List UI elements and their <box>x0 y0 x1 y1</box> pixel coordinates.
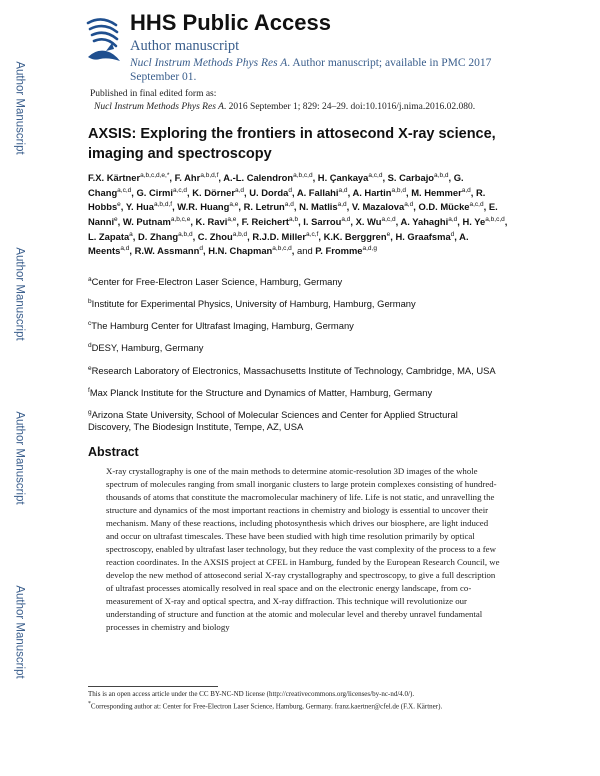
author-name: A. Fallahi$^{a,d}$ <box>296 186 348 198</box>
author-affiliation-marks: e <box>114 215 118 223</box>
affiliation-item: $^e$Research Laboratory of Electronics, Massachusetts Institute of Technology, Cambridge, MA, USA <box>88 364 496 376</box>
footnote-divider <box>88 686 218 687</box>
author-name: O.D. Mücke$^{a,c,d}$ <box>418 201 484 213</box>
author-name: W.R. Huang$^{a,e}$ <box>177 201 239 213</box>
author-manuscript-sidebar <box>0 0 40 776</box>
author-affiliation-marks: a,c,d <box>117 186 132 194</box>
author-name: A. Yahaghi$^{a,d}$ <box>400 215 458 227</box>
author-affiliation-marks: d <box>288 186 292 194</box>
author-affiliation-marks: a,b,d <box>178 230 193 238</box>
manuscript-type: Author manuscript <box>130 38 240 54</box>
author-name: E. Nanni$^e$ <box>88 201 498 227</box>
sidebar-label: Author Manuscript <box>14 411 27 505</box>
author-name: F. Ahr$^{a,b,d,f}$ <box>174 172 219 184</box>
journal-availability: Nucl Instrum Methods Phys Res A. Author manuscript; available in PMC 2017 September 01. <box>130 57 492 83</box>
affiliation-item: $^c$The Hamburg Center for Ultrafast Imaging, Hamburg, Germany <box>88 320 354 332</box>
author-name: H. Ye$^{a,b,c,d}$ <box>462 215 505 227</box>
author-name: K.K. Berggren$^e$ <box>323 230 391 242</box>
author-name: H.N. Chapman$^{a,b,c,d}$ <box>208 245 292 257</box>
author-affiliation-marks: a,b,c,d <box>272 245 292 253</box>
hhs-header <box>82 10 542 85</box>
author-affiliation-marks: a <box>129 230 133 238</box>
author-affiliation-marks: d <box>450 230 455 238</box>
author-name: D. Zhang$^{a,b,d}$ <box>138 230 193 242</box>
affiliation-item: $^b$Institute for Experimental Physics, University of Hamburg, Hamburg, Germany <box>88 298 416 310</box>
author-name: R. Hobbs$^e$ <box>88 186 486 213</box>
corresponding-footnote: *Corresponding author at: Center for Free-Electron Laser Science, Hamburg, Germany. franz.kaertner@cfel.de (F.X. Kärtner). <box>88 701 443 711</box>
author-name: A. Meents$^{a,d}$ <box>88 230 469 257</box>
publication-info <box>90 88 550 114</box>
author-affiliation-marks: e <box>386 230 391 238</box>
sidebar-label: Author Manuscript <box>14 585 27 679</box>
author-name: M. Hemmer$^{a,d}$ <box>411 186 471 198</box>
author-affiliation-marks: a,c,d <box>381 215 396 223</box>
author-affiliation-marks: a,c,d <box>172 186 188 194</box>
author-name: H. Graafsma$^d$ <box>395 230 455 242</box>
author-affiliation-marks: a,e <box>229 201 239 209</box>
author-affiliation-marks: a,d <box>338 186 348 194</box>
abstract-heading: Abstract <box>88 445 139 459</box>
license-footnote: This is an open access article under the CC BY-NC-ND license (http://creativecommons.org/licenses/by-nc-nd/4.0/). <box>88 690 415 698</box>
author-name: R. Letrun$^{a,d}$ <box>243 201 294 213</box>
article-title: AXSIS: Exploring the frontiers in attosecond X-ray science, imaging and spectroscopy <box>88 126 496 162</box>
author-affiliation-marks: a,c,d <box>368 172 383 179</box>
author-name: R.W. Assmann$^d$ <box>134 245 203 257</box>
sidebar-label: Author Manuscript <box>14 61 27 155</box>
author-affiliation-marks: e <box>117 201 121 209</box>
author-name: H. Çankaya$^{a,c,d}$ <box>317 172 383 184</box>
author-affiliation-marks: a,d <box>234 186 245 194</box>
author-name: K. Ravi$^{a,e}$ <box>195 215 237 227</box>
affiliation-item: $^f$Max Planck Institute for the Structure and Dynamics of Matter, Hamburg, Germany <box>88 386 433 398</box>
author-name: G. Chang$^{a,c,d}$ <box>88 172 464 198</box>
affiliation-item: $^a$Center for Free-Electron Laser Science, Hamburg, Germany <box>88 276 343 288</box>
author-affiliation-marks: a,d <box>341 215 351 223</box>
author-name: A. Hartin$^{a,b,d}$ <box>352 186 406 198</box>
author-affiliation-marks: a,d,g <box>362 245 377 253</box>
author-affiliation-marks: a,e <box>227 215 237 223</box>
author-affiliation-marks: a,b,c,d <box>485 215 505 223</box>
author-name: C. Zhou$^{a,b,d}$ <box>197 230 248 242</box>
author-affiliation-marks: a,d <box>337 201 347 209</box>
sidebar-label: Author Manuscript <box>14 247 27 341</box>
affiliation-item: $^d$DESY, Hamburg, Germany <box>88 342 204 354</box>
author-affiliation-marks: a,d <box>448 215 458 223</box>
author-name: Y. Hua$^{a,b,d,f}$ <box>125 201 173 213</box>
author-affiliation-marks: a,b <box>289 215 299 223</box>
author-name: S. Carbajo$^{a,b,d}$ <box>387 172 449 184</box>
affiliation-item: $^g$Arizona State University, School of Molecular Sciences and Center for Applied Structural Discovery, The Biodesign Institute, Tempe, AZ, USA <box>88 408 458 433</box>
author-name: A.-L. Calendron$^{a,b,c,d}$ <box>223 172 313 184</box>
author-name: I. Sarrou$^{a,d}$ <box>303 215 351 227</box>
author-affiliation-marks: a,c,d <box>469 201 484 209</box>
abstract-text: X-ray crystallography is one of the main methods to determine atomic-resolution 3D images of the whole spectrum of molecules ranging from small inorganic clusters to large protein complexes consisting of hundred-thousands of atoms that constitute the macromolecular machinery of life. Life is not static, and unravelling the structure and dynamics of the most important reactions in chemistry and biology is essential to uncover their mechanism. Many of these reactions, including photosynthesis which drives our biosphere, are light induced and occur on ultrafast timescales. These have been studied with high time resolution primarily by optical spectroscopy, enabled by ultrafast laser technology, but they reduce the vast complexity of the process to a few reaction coordinates. In the AXSIS project at CFEL in Hamburg, funded by the European Research Council, we develop the new method of attosecond serial X-ray crystallography and spectroscopy, to give a full description of ultrafast processes atomically resolved in real space and on the electronic energy landscape, from co-measurement of X-ray and optical spectra, and X-ray diffraction. This technique will revolutionize our understanding of structure and function at the atomic and molecular level and thereby unravel fundamental processes in chemistry and biology <box>106 466 500 632</box>
hhs-eagle-logo-icon <box>82 13 126 69</box>
author-affiliation-marks: a,d <box>284 201 294 209</box>
author-affiliation-marks: a,b,c,d <box>293 172 313 179</box>
author-affiliation-marks: a,b,d <box>434 172 449 179</box>
author-affiliation-marks: d <box>199 245 203 253</box>
author-name: X. Wu$^{a,c,d}$ <box>355 215 396 227</box>
hhs-title: HHS Public Access <box>130 10 331 35</box>
author-conjunction: and <box>297 245 316 257</box>
author-name: W. Putnam$^{a,b,c,e}$ <box>122 215 191 227</box>
author-affiliation-marks: a,b,d,f <box>200 172 219 179</box>
author-affiliation-marks: a,b,c,d,e,* <box>140 172 170 179</box>
author-name: F.X. Kärtner$^{a,b,c,d,e,*}$ <box>88 172 170 184</box>
author-name: U. Dorda$^d$ <box>249 186 292 198</box>
published-label: Published in final edited form as: <box>90 89 217 99</box>
author-affiliation-marks: a,b,d,f <box>153 201 173 209</box>
author-affiliation-marks: a,d <box>120 245 130 253</box>
author-name: F. Reichert$^{a,b}$ <box>241 215 299 227</box>
affiliation-list <box>88 274 498 441</box>
author-name: P. Fromme$^{a,d,g}$ <box>315 245 377 257</box>
author-affiliation-marks: a,d <box>404 201 414 209</box>
author-name: R.J.D. Miller$^{a,c,f}$ <box>252 230 319 242</box>
author-name: N. Matlis$^{a,d}$ <box>299 201 347 213</box>
author-affiliation-marks: a,b,c,e <box>170 215 191 223</box>
author-affiliation-marks: a,b,d <box>391 186 406 194</box>
author-list: F.X. Kärtner$^{a,b,c,d,e,*}$, F. Ahr$^{a,b,d,f}$, A.-L. Calendron$^{a,b,c,d}$, H. Çankaya$^{a,c,d}$, S. Carbajo$^{a,b,d}$, G. Chang$^{a,c,d}$, G. Cirmi$^{a,c,d}$, K. Dörner$^{a,d}$, U. Dorda$^d$, A. Fallahi$^{a,d}$, A. Hartin$^{a,b,d}$, M. Hemmer$^{a,d}$, R. Hobbs$^e$, Y. Hua$^{a,b,d,f}$, W.R. Huang$^{a,e}$, R. Letrun$^{a,d}$, N. Matlis$^{a,d}$, V. Mazalova$^{a,d}$, O.D. Mücke$^{a,c,d}$, E. Nanni$^e$, W. Putnam$^{a,b,c,e}$, K. Ravi$^{a,e}$, F. Reichert$^{a,b}$, I. Sarrou$^{a,d}$, X. Wu$^{a,c,d}$, A. Yahaghi$^{a,d}$, H. Ye$^{a,b,c,d}$, L. Zapata$^a$, D. Zhang$^{a,b,d}$, C. Zhou$^{a,b,d}$, R.J.D. Miller$^{a,c,f}$, K.K. Berggren$^e$, H. Graafsma$^d$, A. Meents$^{a,d}$, R.W. Assmann$^d$, H.N. Chapman$^{a,b,c,d}$, and P. Fromme$^{a,d,g}$ <box>88 172 508 257</box>
author-affiliation-marks: a,b,d <box>232 230 248 238</box>
author-affiliation-marks: a,d <box>461 186 471 194</box>
author-name: K. Dörner$^{a,d}$ <box>192 186 245 198</box>
author-name: V. Mazalova$^{a,d}$ <box>351 201 414 213</box>
citation: Nucl Instrum Methods Phys Res A. 2016 September 1; 829: 24–29. doi:10.1016/j.nima.2016.02.080. <box>94 102 476 112</box>
author-name: G. Cirmi$^{a,c,d}$ <box>136 186 188 198</box>
author-affiliation-marks: a,c,f <box>306 230 319 238</box>
author-name: L. Zapata$^a$ <box>88 230 133 242</box>
